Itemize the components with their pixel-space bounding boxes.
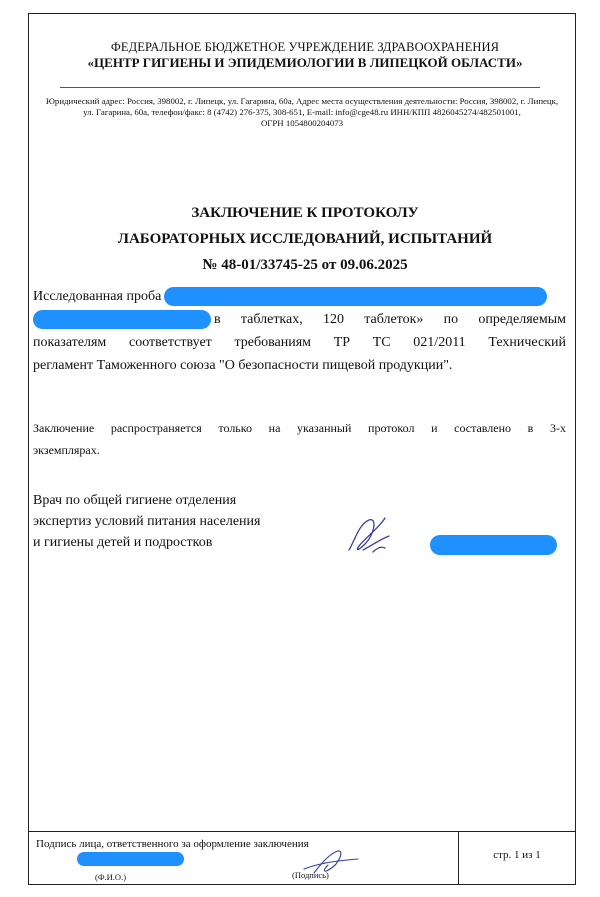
redacted-sample-name-cont [33,310,211,329]
sample-cont: в таблетках, 120 таблеток» по определяемым [214,312,566,327]
address-line-3: ОГРН 1054800204073 [260,118,344,128]
scope-line-2: экземплярах. [33,443,100,457]
sample-line-3: показателям соответствует требованиям ТР ТС 021/2011 Технический [33,335,566,350]
document-title [40,200,570,278]
title-line-3: № 48-01/33745-25 от 09.06.2025 [202,257,408,273]
signatory-line-2: экспертиз условий питания населения [33,514,261,529]
signatory-position [33,490,333,553]
conclusion-paragraph [33,285,566,377]
doctor-signature [345,510,405,558]
footer-column-divider [458,831,459,885]
redacted-sample-name [164,287,547,306]
signature-label: (Подпись) [292,870,329,880]
fio-label: (Ф.И.О.) [95,872,127,882]
signatory-line-3: и гигиены детей и подростков [33,535,213,550]
org-name-line2: «ЦЕНТР ГИГИЕНЫ И ЭПИДЕМИОЛОГИИ В ЛИПЕЦКОЙ ОБЛАСТИ» [87,55,523,70]
title-line-1: ЗАКЛЮЧЕНИЕ К ПРОТОКОЛУ [191,205,419,221]
signatory-line-1: Врач по общей гигиене отделения [33,493,237,508]
page-number: стр. 1 из 1 [493,849,541,861]
header-divider [60,87,540,88]
scope-paragraph [33,417,566,461]
org-address [32,96,572,129]
org-name-line1: ФЕДЕРАЛЬНОЕ БЮДЖЕТНОЕ УЧРЕЖДЕНИЕ ЗДРАВООХРАНЕНИЯ [110,40,500,54]
redacted-responsible-name [77,852,184,866]
address-line-2: ул. Гагарина, 60а, телефон/факс: 8 (4742) 276-375, 308-651, E-mail: info@cge48.ru ИНН/КПП 4826045274/482501001, [83,107,521,117]
address-line-1: Юридический адрес: Россия, 398002, г. Липецк, ул. Гагарина, 60а, Адрес места осуществления деятельности: Россия, 398002, г. Липецк, [45,96,559,106]
sample-line-4: регламент Таможенного союза "О безопасности пищевой продукции". [33,358,453,373]
title-line-2: ЛАБОРАТОРНЫХ ИССЛЕДОВАНИЙ, ИСПЫТАНИЙ [117,231,493,247]
footer-divider [28,831,576,832]
sample-label: Исследованная проба [33,289,162,304]
redacted-doctor-name [430,535,557,555]
scope-line-1: Заключение распространяется только на указанный протокол и составлено в 3-х [33,421,566,435]
responsible-label: Подпись лица, ответственного за оформление заключения [36,838,309,850]
